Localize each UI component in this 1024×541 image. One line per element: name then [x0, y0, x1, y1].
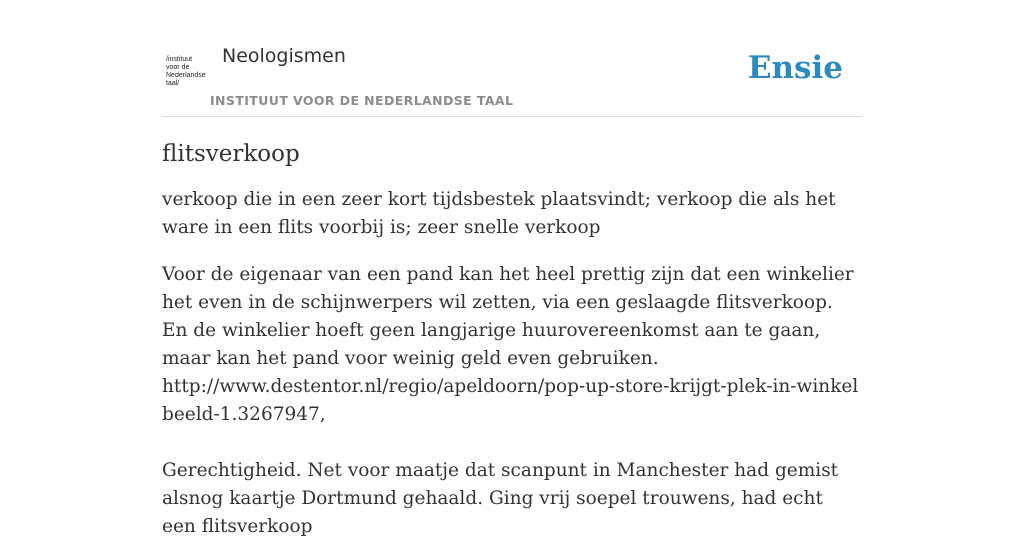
source-organization: INSTITUUT VOOR DE NEDERLANDSE TAAL — [210, 93, 514, 108]
entry-term: flitsverkoop — [162, 141, 300, 167]
entry-definition: verkoop die in een zeer kort tijdsbestek plaatsvindt; verkoop die als het ware in een flits voorbij is; zeer snelle verkoop — [162, 189, 836, 238]
ensie-logo-link[interactable]: Ensie — [747, 50, 843, 86]
entry-content — [162, 138, 862, 541]
logo-line: /instituut — [166, 56, 193, 63]
entry-example — [162, 261, 862, 429]
source-name[interactable]: Neologismen — [222, 45, 346, 67]
example-text: Voor de eigenaar van een pand kan het heel prettig zijn dat een winkelier het even in de schijnwerpers wil zetten, via een geslaagde flitsverkoop. En de winkelier hoeft geen langjarige huurovereenkomst aan te gaan, maar kan het pand voor weinig geld even gebruiken. — [162, 264, 854, 369]
example-source-link[interactable]: http://www.destentor.nl/regio/apeldoorn/pop-up-store-krijgt-plek-in-winkelbeeld-1.3267947, — [162, 376, 859, 425]
example-text: Gerechtigheid. Net voor maatje dat scanpunt in Manchester had gemist alsnog kaartje Dortmund gehaald. Ging vrij soepel trouwens, had echt een flitsverkoop — [162, 460, 839, 537]
logo-line: Nederlandse — [166, 72, 206, 79]
logo-line: voor de — [166, 64, 190, 71]
logo-line: taal/ — [166, 80, 180, 87]
spacer — [162, 429, 862, 457]
entry-example — [162, 457, 862, 541]
header — [162, 0, 862, 117]
dutch-language-institute-logo[interactable] — [166, 56, 208, 90]
